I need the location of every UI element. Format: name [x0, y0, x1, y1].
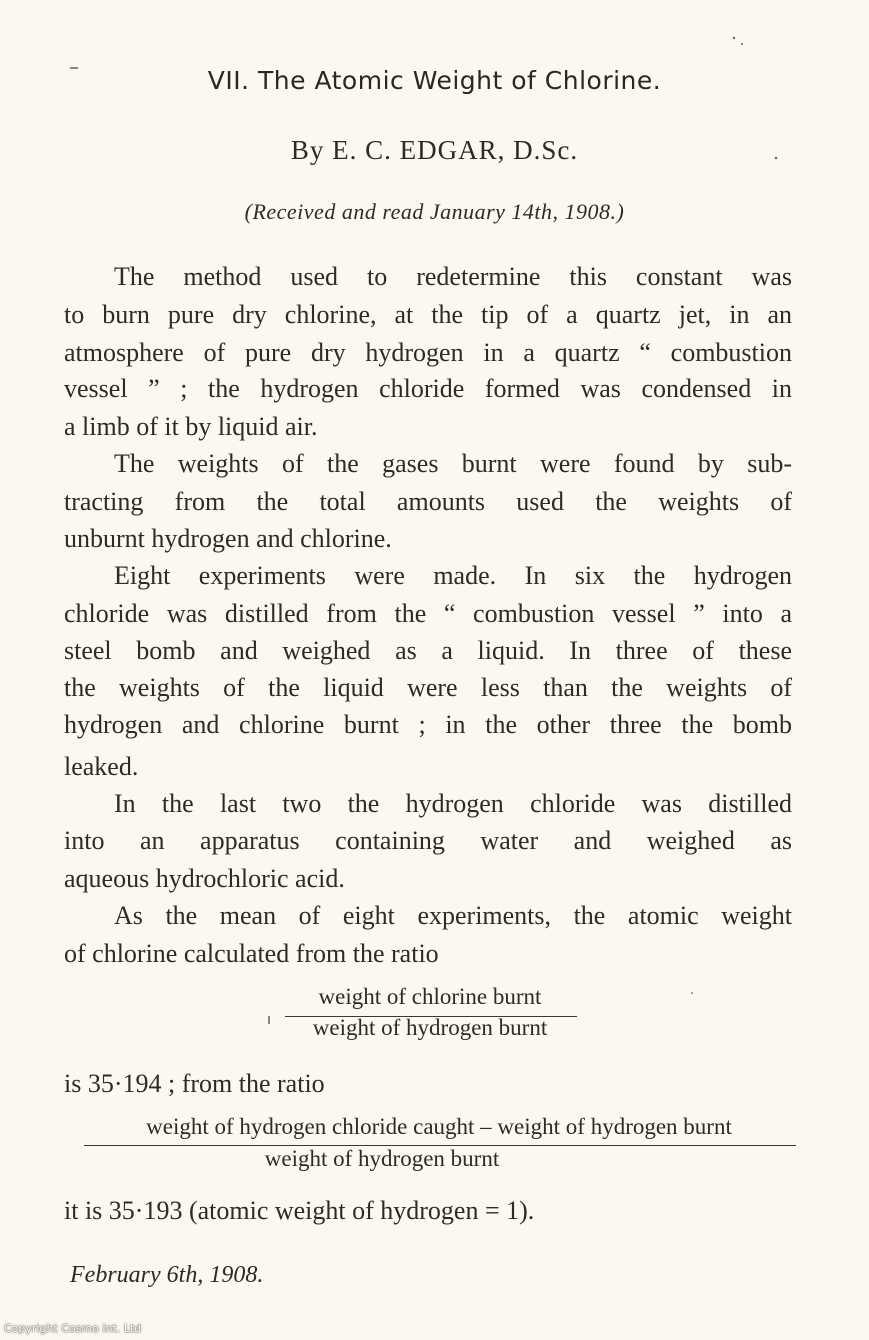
- paragraph-line: The weights of the gases burnt were found by sub-: [114, 449, 792, 478]
- fraction-numerator: weight of hydrogen chloride caught – weight of hydrogen burnt: [146, 1114, 732, 1139]
- paragraph-line: into an apparatus containing water and weighed as: [64, 826, 792, 855]
- paragraph-line: unburnt hydrogen and chlorine.: [64, 524, 392, 553]
- paragraph-line: chloride was distilled from the “ combustion vessel ” into a: [64, 599, 792, 628]
- paragraph-line: a limb of it by liquid air.: [64, 412, 318, 441]
- paragraph-line: tracting from the total amounts used the weights of: [64, 487, 792, 516]
- fraction-numerator: weight of chlorine burnt: [318, 984, 542, 1009]
- paragraph-line: the weights of the liquid were less than the weights of: [64, 673, 792, 702]
- paragraph-line: to burn pure dry chlorine, at the tip of a quartz jet, in an: [64, 300, 792, 329]
- paragraph-line: hydrogen and chlorine burnt ; in the other three the bomb: [64, 710, 792, 739]
- fraction-denominator: weight of hydrogen burnt: [264, 1146, 500, 1171]
- paragraph-line: of chlorine calculated from the ratio: [64, 939, 439, 968]
- paragraph-line: steel bomb and weighed as a liquid. In three of these: [64, 636, 792, 665]
- fraction-denominator: weight of hydrogen burnt: [312, 1015, 548, 1040]
- received-date: (Received and read January 14th, 1908.): [244, 199, 625, 224]
- copyright-watermark: Copyright Cosmo Int. Ltd: [4, 1322, 142, 1335]
- paragraph-line: aqueous hydrochloric acid.: [64, 864, 345, 893]
- paragraph-line: vessel ” ; the hydrogen chloride formed was condensed in: [64, 374, 792, 403]
- paragraph-line: Eight experiments were made. In six the hydrogen: [114, 561, 792, 590]
- paragraph-line: As the mean of eight experiments, the atomic weight: [114, 901, 792, 930]
- closing-date: February 6th, 1908.: [70, 1262, 264, 1288]
- paragraph-line: atmosphere of pure dry hydrogen in a quartz “ combustion: [64, 338, 792, 367]
- paragraph-line: leaked.: [64, 752, 139, 781]
- paragraph-line: In the last two the hydrogen chloride was distilled: [114, 789, 792, 818]
- paragraph-line: The method used to redetermine this constant was: [114, 262, 792, 291]
- result-line: is 35·194 ; from the ratio: [64, 1069, 325, 1098]
- article-title: VII. The Atomic Weight of Chlorine.: [207, 66, 662, 95]
- result-line: it is 35·193 (atomic weight of hydrogen = 1).: [64, 1196, 535, 1225]
- author-line: By E. C. EDGAR, D.Sc.: [290, 135, 579, 165]
